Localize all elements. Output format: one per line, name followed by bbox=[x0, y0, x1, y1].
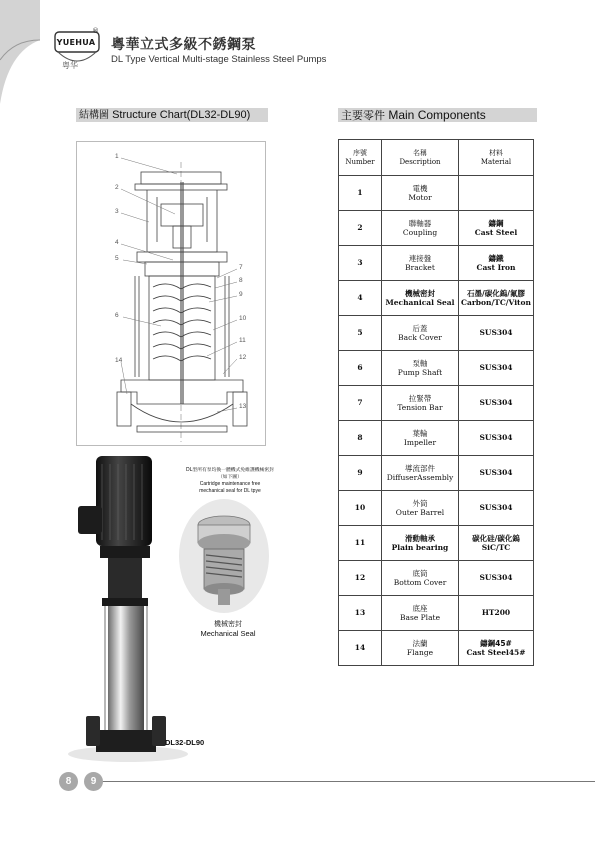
cell-description bbox=[382, 596, 459, 631]
material-en: SUS304 bbox=[479, 363, 513, 373]
header-material-en: Material bbox=[480, 157, 512, 166]
part-number: 14 bbox=[354, 643, 366, 653]
material-en: SUS304 bbox=[479, 433, 513, 443]
corner-ribbon bbox=[0, 0, 40, 104]
note-english-line2: mechanical seal for DL tpye bbox=[199, 487, 261, 494]
structure-heading-cn: 結構圖 bbox=[79, 110, 109, 121]
material-cn: 鑄鐵 bbox=[488, 253, 504, 263]
material-en: SUS304 bbox=[479, 398, 513, 408]
material-en: SUS304 bbox=[479, 573, 513, 583]
cell-material bbox=[459, 281, 534, 316]
callout-1: 1 bbox=[115, 153, 119, 160]
table-row bbox=[339, 561, 534, 596]
material-en: SiC/TC bbox=[481, 543, 511, 552]
cell-description bbox=[382, 246, 459, 281]
cell-number bbox=[339, 246, 382, 281]
cell-material bbox=[459, 421, 534, 456]
seal-label-en: Mechanical Seal bbox=[200, 629, 256, 638]
cell-material bbox=[459, 596, 534, 631]
registered-mark: ® bbox=[92, 27, 99, 35]
cartridge-seal-note bbox=[184, 468, 276, 494]
table-row bbox=[339, 281, 534, 316]
part-name-cn: 導流部件 bbox=[405, 463, 435, 473]
part-name-cn: 電機 bbox=[412, 183, 428, 193]
callout-9: 9 bbox=[239, 291, 243, 298]
table-row bbox=[339, 176, 534, 211]
material-en: Cast Iron bbox=[476, 263, 516, 272]
header-number-cn: 序號 bbox=[353, 148, 367, 157]
callout-4: 4 bbox=[115, 239, 119, 246]
table-row bbox=[339, 421, 534, 456]
part-name-en: Outer Barrel bbox=[395, 508, 445, 517]
table-row bbox=[339, 631, 534, 666]
cell-material bbox=[459, 351, 534, 386]
callout-14: 14 bbox=[115, 357, 123, 364]
callout-10: 10 bbox=[239, 315, 247, 322]
material-cn: 鑄鋼45# bbox=[480, 638, 512, 648]
cell-number bbox=[339, 561, 382, 596]
part-name-cn: 后蓋 bbox=[412, 323, 428, 333]
table-row bbox=[339, 246, 534, 281]
cell-number bbox=[339, 386, 382, 421]
mechanical-seal-photo bbox=[178, 497, 270, 615]
components-heading-cn: 主要零件 bbox=[341, 109, 385, 122]
components-heading-en: Main Components bbox=[388, 108, 486, 122]
part-name-cn: 底座 bbox=[412, 603, 428, 613]
table-row bbox=[339, 596, 534, 631]
callout-7: 7 bbox=[239, 264, 243, 271]
cell-number bbox=[339, 211, 382, 246]
part-name-en: Tension Bar bbox=[397, 403, 443, 412]
callout-12: 12 bbox=[239, 354, 247, 361]
part-number: 13 bbox=[354, 608, 366, 618]
part-name-en: Mechanical Seal bbox=[385, 298, 455, 307]
cell-description bbox=[382, 631, 459, 666]
pump-photo bbox=[60, 450, 190, 770]
cell-number bbox=[339, 526, 382, 561]
part-name-cn: 拉緊帶 bbox=[408, 393, 432, 403]
material-en: HT200 bbox=[481, 608, 511, 618]
brand-subtitle: DL Type Vertical Multi-stage Stainless Steel Pumps bbox=[111, 54, 327, 65]
part-number: 2 bbox=[357, 223, 363, 233]
cell-description bbox=[382, 456, 459, 491]
part-name-cn: 聯軸器 bbox=[408, 218, 432, 228]
cell-material bbox=[459, 316, 534, 351]
callout-11: 11 bbox=[239, 337, 246, 344]
cell-material bbox=[459, 246, 534, 281]
cell-number bbox=[339, 316, 382, 351]
table-row bbox=[339, 316, 534, 351]
part-name-en: Pump Shaft bbox=[397, 368, 443, 377]
logo-chinese: 粤华 bbox=[62, 61, 78, 70]
brand-title: 粵華立式多級不銹鋼泵 bbox=[111, 37, 256, 53]
part-name-cn: 滑動軸承 bbox=[405, 533, 435, 543]
page-number-right: 9 bbox=[84, 772, 103, 791]
part-name-en: Impeller bbox=[403, 438, 437, 447]
callout-6: 6 bbox=[115, 312, 119, 319]
material-cn: 碳化硅/碳化鎢 bbox=[472, 533, 520, 543]
structure-chart-heading bbox=[76, 108, 268, 122]
material-en: SUS304 bbox=[479, 328, 513, 338]
callout-5: 5 bbox=[115, 255, 119, 262]
table-row bbox=[339, 211, 534, 246]
header-description bbox=[382, 140, 459, 176]
cell-number bbox=[339, 631, 382, 666]
callout-3: 3 bbox=[115, 208, 119, 215]
cell-material bbox=[459, 386, 534, 421]
part-name-cn: 外筒 bbox=[412, 498, 428, 508]
material-en: Carbon/TC/Viton bbox=[461, 298, 531, 307]
cell-description bbox=[382, 316, 459, 351]
model-label: DL32-DL90 bbox=[165, 738, 205, 747]
part-number: 4 bbox=[357, 293, 363, 303]
cell-description bbox=[382, 176, 459, 211]
cell-number bbox=[339, 596, 382, 631]
part-name-cn: 機械密封 bbox=[405, 288, 435, 298]
part-name-en: Bottom Cover bbox=[393, 578, 447, 587]
header-number-en: Number bbox=[345, 157, 375, 166]
cell-material bbox=[459, 176, 534, 211]
part-name-en: Plain bearing bbox=[391, 543, 449, 552]
main-components-heading bbox=[338, 108, 537, 122]
part-name-cn: 泵軸 bbox=[412, 358, 428, 368]
part-name-en: DiffuserAssembly bbox=[386, 473, 454, 482]
cell-description bbox=[382, 211, 459, 246]
part-name-en: Flange bbox=[406, 648, 434, 657]
part-name-en: Motor bbox=[408, 193, 432, 202]
mechanical-seal-label bbox=[186, 620, 270, 638]
cell-material bbox=[459, 491, 534, 526]
cell-description bbox=[382, 526, 459, 561]
page-number-left: 8 bbox=[59, 772, 78, 791]
cell-number bbox=[339, 351, 382, 386]
cell-description bbox=[382, 561, 459, 596]
material-en: Cast Steel bbox=[474, 228, 518, 237]
material-en: SUS304 bbox=[479, 468, 513, 478]
part-number: 6 bbox=[357, 363, 363, 373]
part-name-cn: 連接盤 bbox=[408, 253, 432, 263]
table-row bbox=[339, 456, 534, 491]
note-english-line1: Cartridge maintenance free bbox=[199, 481, 261, 487]
part-number: 3 bbox=[357, 258, 363, 268]
header-material bbox=[459, 140, 534, 176]
header-description-en: Description bbox=[399, 157, 441, 166]
cell-number bbox=[339, 421, 382, 456]
pump-cross-section bbox=[77, 142, 265, 445]
cell-description bbox=[382, 351, 459, 386]
cell-description bbox=[382, 421, 459, 456]
part-number: 5 bbox=[357, 328, 363, 338]
cell-description bbox=[382, 386, 459, 421]
cell-material bbox=[459, 456, 534, 491]
note-chinese: DL型所有泵均換一體機式免維護機械密封（如下圖） bbox=[186, 468, 274, 480]
callout-8: 8 bbox=[239, 277, 243, 284]
part-number: 9 bbox=[357, 468, 363, 478]
cell-number bbox=[339, 456, 382, 491]
structure-drawing bbox=[76, 141, 266, 446]
part-name-en: Bracket bbox=[405, 263, 435, 272]
main-components-table bbox=[338, 139, 534, 666]
header-description-cn: 名稱 bbox=[413, 148, 427, 157]
table-row bbox=[339, 526, 534, 561]
structure-heading-en: Structure Chart(DL32-DL90) bbox=[112, 109, 251, 121]
part-name-en: Base Plate bbox=[399, 613, 441, 622]
part-name-cn: 法蘭 bbox=[412, 638, 428, 648]
part-number: 12 bbox=[354, 573, 366, 583]
part-number: 11 bbox=[354, 538, 366, 548]
footer-rule bbox=[86, 781, 595, 782]
table-row bbox=[339, 386, 534, 421]
cell-material bbox=[459, 631, 534, 666]
part-number: 10 bbox=[354, 503, 366, 513]
material-cn: 石墨/碳化鎢/氟膠 bbox=[467, 288, 525, 298]
part-name-cn: 底筒 bbox=[412, 568, 428, 578]
cell-material bbox=[459, 211, 534, 246]
logo-wordmark: YUEHUA bbox=[56, 38, 96, 47]
cell-description bbox=[382, 281, 459, 316]
part-name-cn: 葉輪 bbox=[412, 428, 428, 438]
part-name-en: Back Cover bbox=[398, 333, 442, 342]
cell-material bbox=[459, 526, 534, 561]
part-name-en: Coupling bbox=[402, 228, 438, 237]
header-material-cn: 材料 bbox=[489, 148, 503, 157]
header-number bbox=[339, 140, 382, 176]
material-cn: 鑄鋼 bbox=[488, 218, 504, 228]
table-header-row bbox=[339, 140, 534, 176]
table-row bbox=[339, 491, 534, 526]
cell-number bbox=[339, 491, 382, 526]
seal-label-cn: 機械密封 bbox=[214, 620, 242, 628]
material-en: SUS304 bbox=[479, 503, 513, 513]
cell-number bbox=[339, 281, 382, 316]
callout-13: 13 bbox=[239, 403, 247, 410]
callout-2: 2 bbox=[115, 184, 119, 191]
cell-number bbox=[339, 176, 382, 211]
cell-description bbox=[382, 491, 459, 526]
part-number: 1 bbox=[357, 188, 363, 198]
table-row bbox=[339, 351, 534, 386]
part-number: 7 bbox=[357, 398, 363, 408]
part-number: 8 bbox=[357, 433, 363, 443]
cell-material bbox=[459, 561, 534, 596]
material-en: Cast Steel45# bbox=[466, 648, 526, 657]
